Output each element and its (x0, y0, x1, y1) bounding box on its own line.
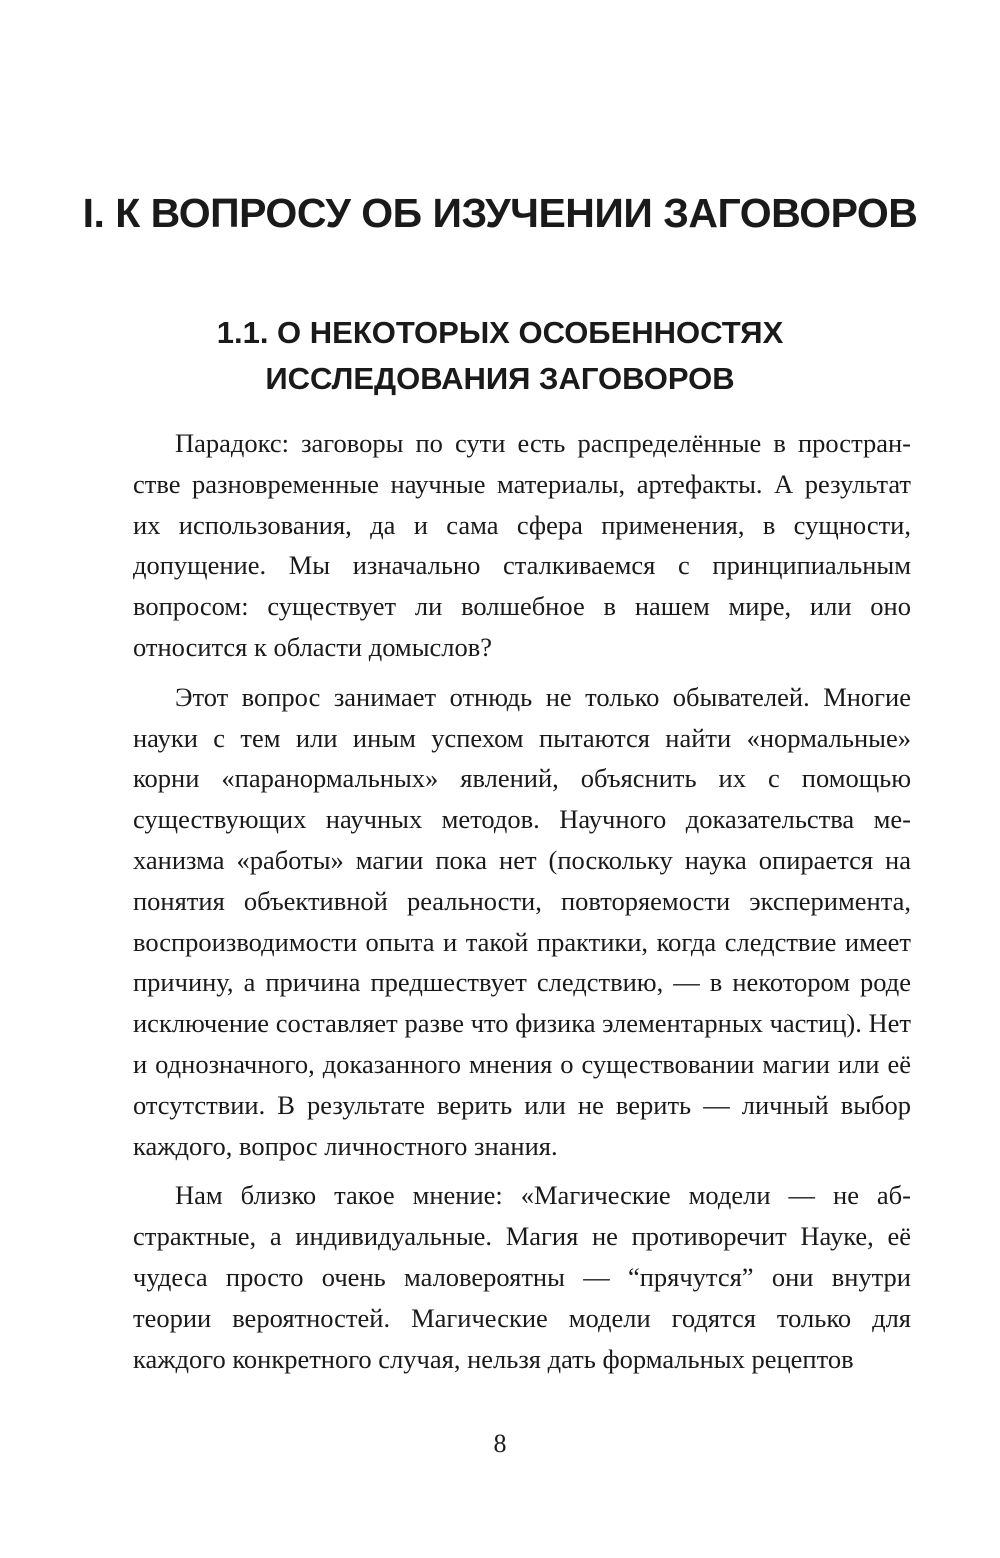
section-title-line-2: ИССЛЕДОВАНИЯ ЗАГОВОРОВ (265, 361, 735, 396)
paragraph: Нам близко такое мнение: «Магические модели — не абстрактные, а индивидуальные. Магия не противоречит Науке, её чудеса просто очень маловероятны — “прячутся” они внутри теории вероятностей. Магические модели годятся только для каждого конкретного случая, нельзя дать формальных рецептов (133, 1180, 911, 1374)
chapter-title: I. К ВОПРОСУ ОБ ИЗУЧЕНИИ ЗАГОВОРОВ (82, 190, 918, 236)
page-number: 8 (493, 1429, 507, 1458)
paragraph: Парадокс: заговоры по сути есть распределённые в пространстве разновременные научные материалы, артефакты. А результат их использования, да и сама сфера применения, в сущности, допущение. Мы изначально сталкиваемся с принципиальным вопросом: существует ли волшебное в нашем мире, или оно относится к области домыслов? (133, 428, 911, 662)
section-title (0, 310, 1000, 402)
section-title-line-1: 1.1. О НЕКОТОРЫХ ОСОБЕННОСТЯХ (216, 315, 784, 350)
paragraph: Этот вопрос занимает отнюдь не только обывателей. Многие науки с тем или иным успехом пытаются найти «нормальные» корни «паранормальных» явлений, объяснить их с помощью существующих научных методов. Научного доказательства механизма «работы» магии пока нет (поскольку наука опирается на понятия объективной реальности, повторяемости эксперимента, воспроизводимости опыта и такой практики, когда следствие имеет причину, а причина предшествует следствию, — в некотором роде исключение составляет разве что физика элементарных частиц). Нет и однозначного, доказанного мнения о существовании магии или её отсутствии. В результате верить или не верить — личный выбор каждого, вопрос личностного знания. (133, 681, 911, 1161)
body-text (133, 423, 911, 1388)
